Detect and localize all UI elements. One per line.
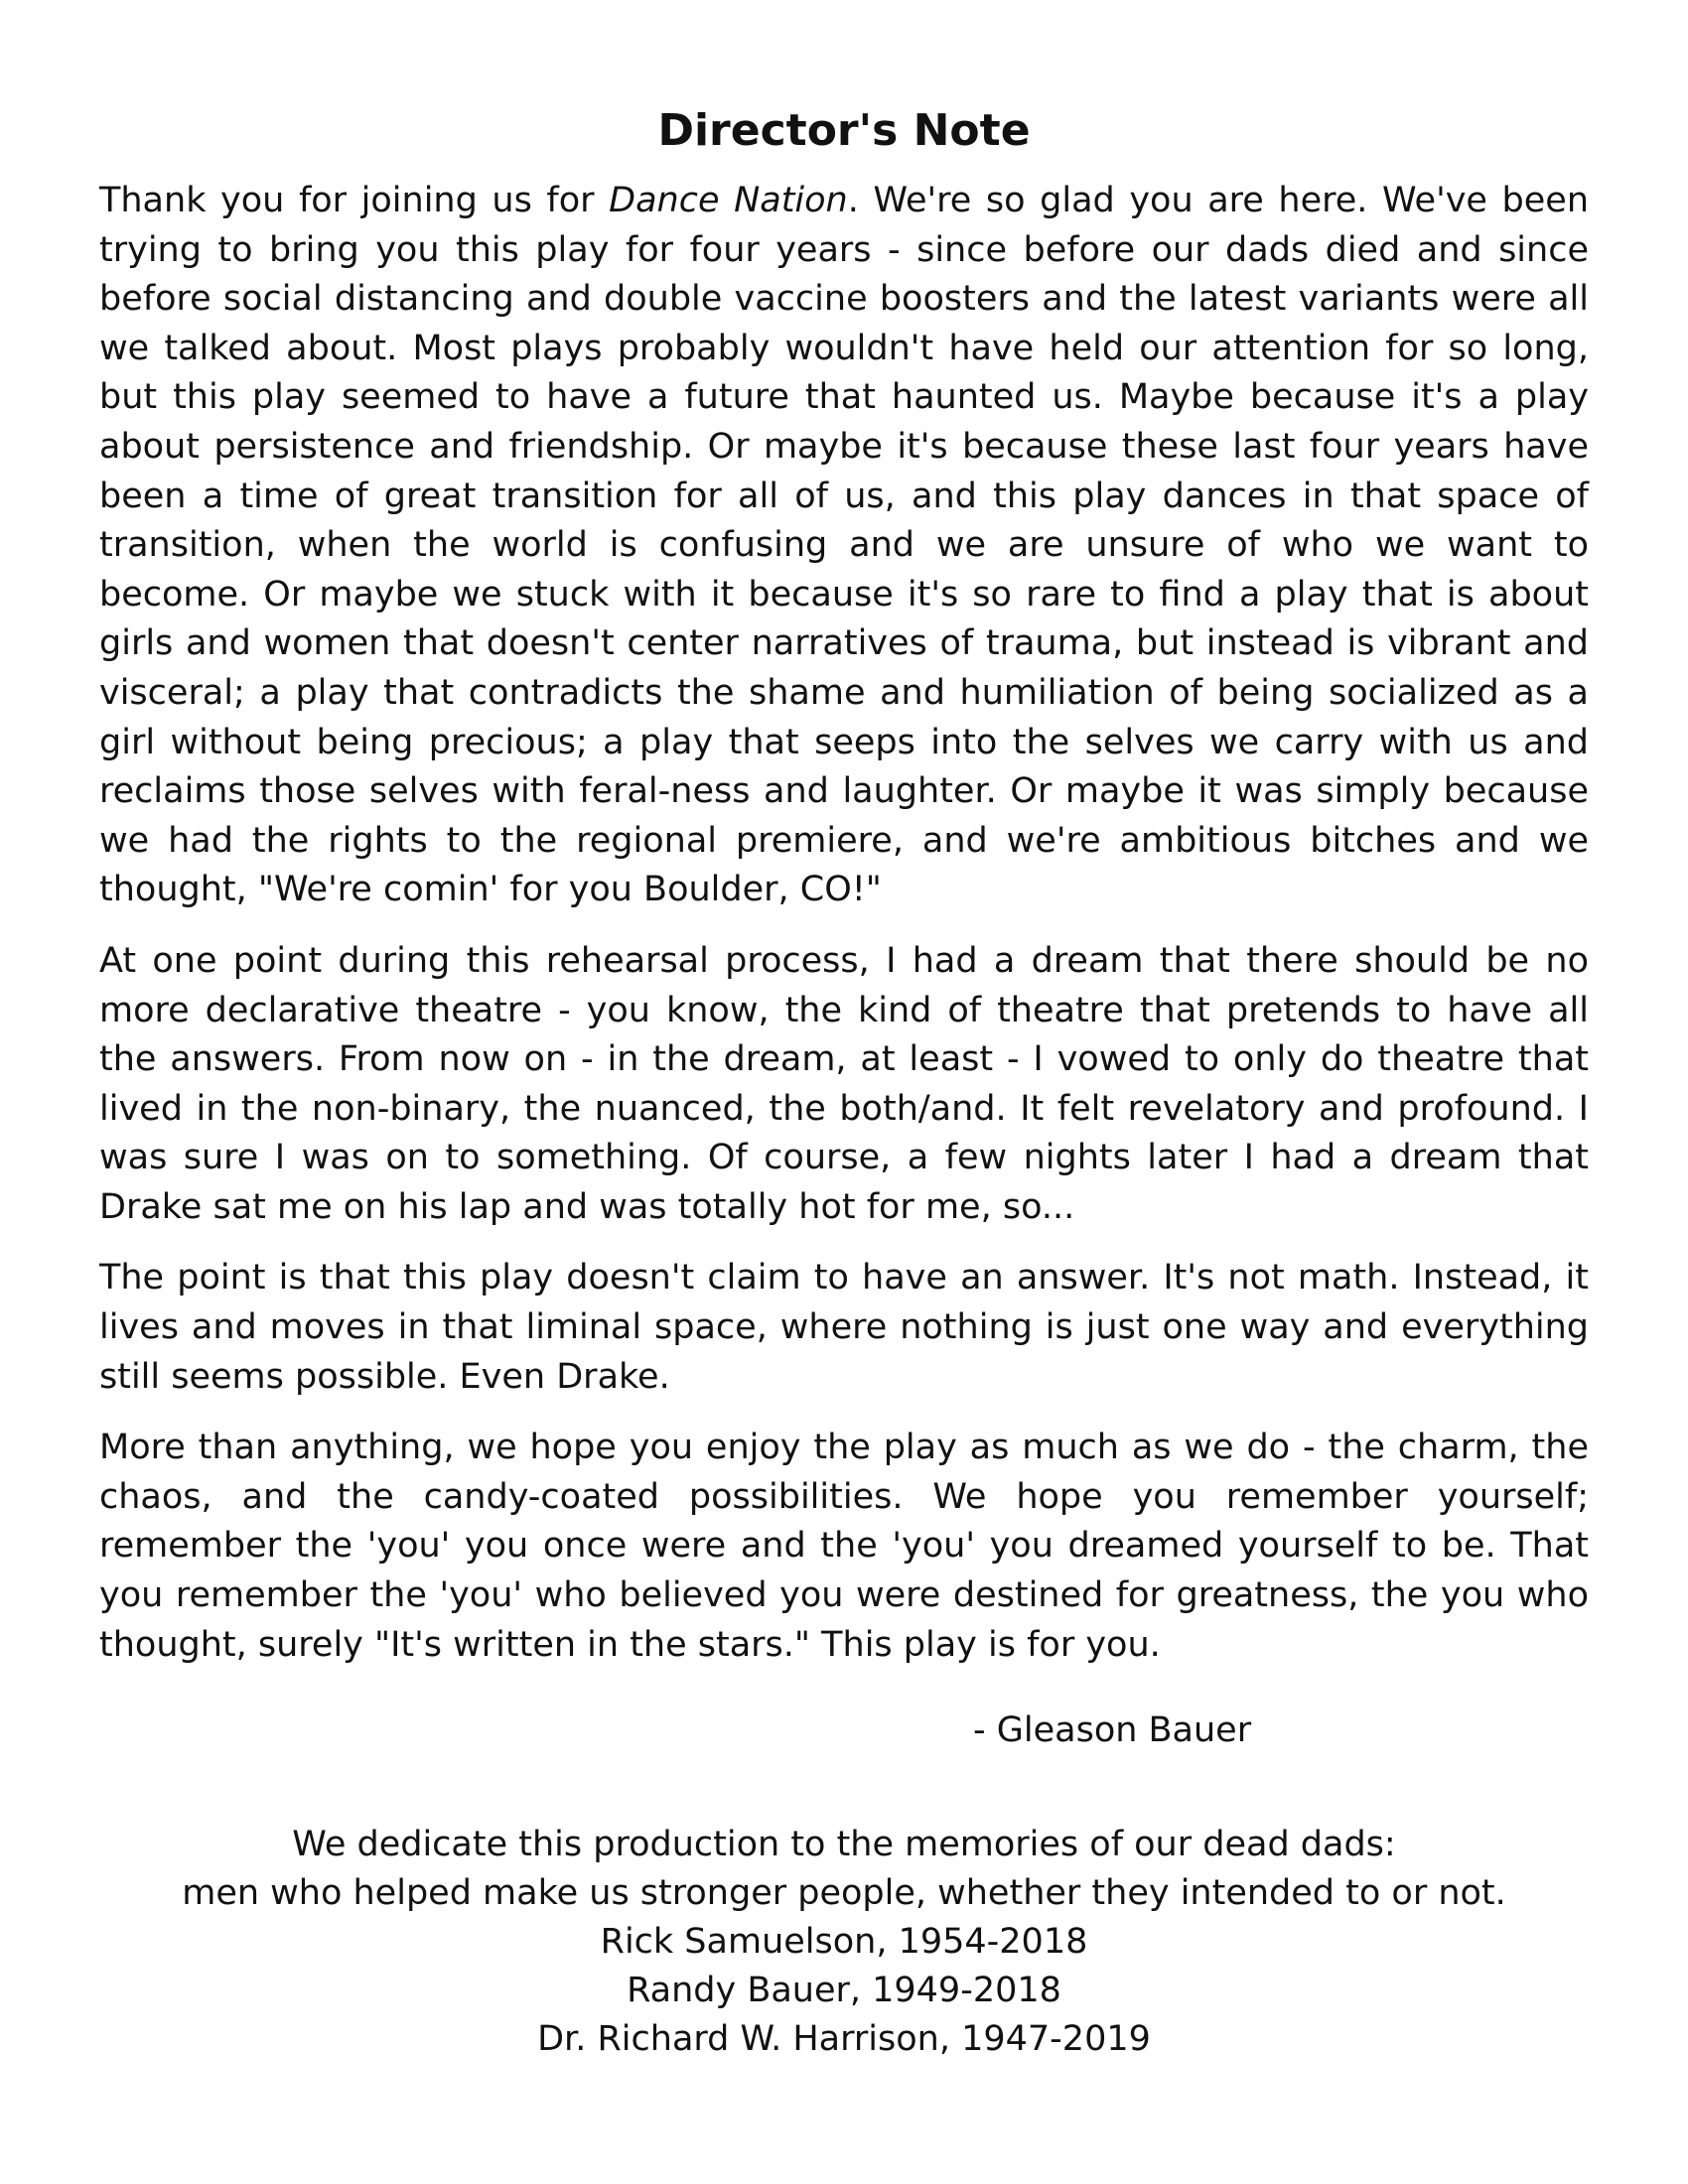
note-paragraph-3: The point is that this play doesn't claim to have an answer. It's not math. Instead, it lives and moves in that liminal space, where nothing is just one way and everything still seems possible. Even Drake. (99, 1258, 1589, 1397)
note-paragraph-1-intro: Thank you for joining us for (99, 181, 610, 220)
note-paragraph-4: More than anything, we hope you enjoy the play as much as we do - the charm, the chaos, and the candy-coated possibilities. We hope you remember yourself; remember the 'you' you once were and the 'you' you dreamed yourself to be. That you remember the 'you' who believed you were destined for greatness, the you who thought, surely "It's written in the stars." This play is for you. (99, 1428, 1589, 1665)
signature: - Gleason Bauer (973, 1710, 1252, 1750)
dedication-name: Rick Samuelson, 1954-2018 (600, 1922, 1088, 1962)
dedication (0, 1821, 1688, 2064)
note-paragraph-1 (99, 177, 1589, 915)
dedication-line: men who helped make us stronger people, whether they intended to or not. (182, 1873, 1506, 1913)
dedication-line: We dedicate this production to the memories of our dead dads: (292, 1825, 1396, 1864)
note-paragraph-1-rest: . We're so glad you are here. We've been trying to bring you this play for four years - since before our dads died and since before social distancing and double vaccine boosters and the latest variants were all we talked about. Most plays probably wouldn't have held our attention for so long, but this play seemed to have a future that haunted us. Maybe because it's a play about persistence and friendship. Or maybe it's because these last four years have been a time of great transition for all of us, and this play dances in that space of transition, when the world is confusing and we are unsure of who we want to become. Or maybe we stuck with it because it's so rare to find a play that is about girls and women that doesn't center narratives of trauma, but instead is vibrant and visceral; a play that contradicts the shame and humiliation of being socialized as a girl without being precious; a play that seeps into the selves we carry with us and reclaims those selves with feral-ness and laughter. Or maybe it was simply because we had the rights to the regional premiere, and we're ambitious bitches and we thought, "We're comin' for you Boulder, CO!" (99, 181, 1590, 910)
show-title: Dance Nation (609, 181, 848, 220)
note-paragraph-2: At one point during this rehearsal process, I had a dream that there should be no more declarative theatre - you know, the kind of theatre that pretends to have all the answers. From now on - in the dream, at least - I vowed to only do theatre that lived in the non-binary, the nuanced, the both/and. It felt revelatory and profound. I was sure I was on to something. Of course, a few nights later I had a dream that Drake sat me on his lap and was totally hot for me, so... (99, 940, 1589, 1227)
dedication-name: Dr. Richard W. Harrison, 1947-2019 (537, 2019, 1151, 2059)
page-title: Director's Note (657, 105, 1031, 156)
dedication-name: Randy Bauer, 1949-2018 (627, 1971, 1061, 2010)
directors-note-body (99, 177, 1589, 1692)
